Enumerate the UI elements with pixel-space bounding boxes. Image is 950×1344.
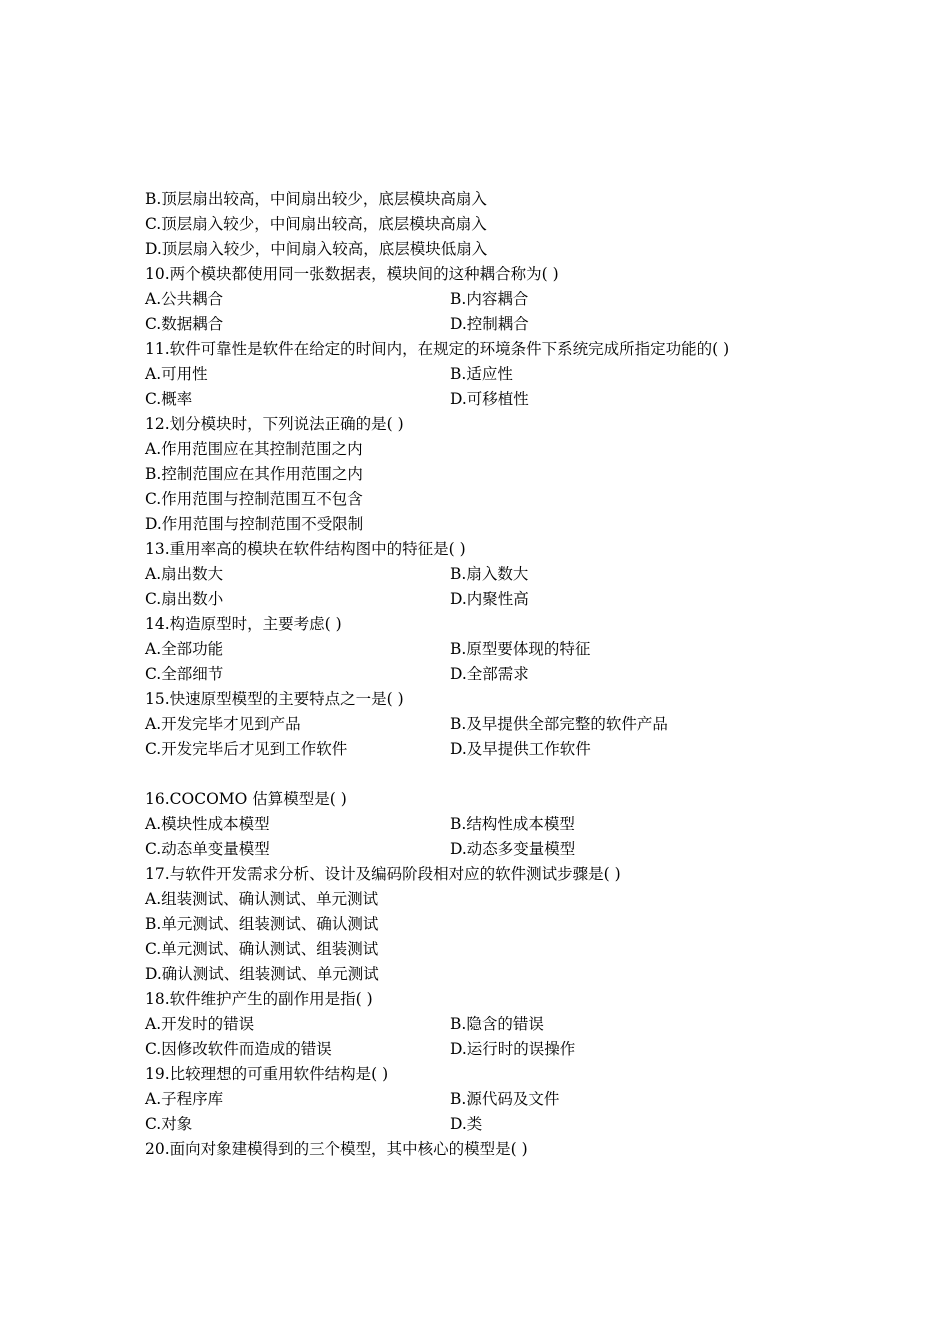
option-left: C.对象	[145, 1115, 193, 1133]
option-text: D.确认测试、组装测试、单元测试	[145, 965, 379, 983]
option-right: B.及早提供全部完整的软件产品	[450, 715, 668, 733]
option-row	[145, 587, 925, 612]
option-left: C.数据耦合	[145, 315, 224, 333]
option-row	[145, 637, 925, 662]
option-row	[145, 362, 925, 387]
option-left: A.扇出数大	[145, 565, 224, 583]
option-text: D.顶层扇入较少，中间扇入较高，底层模块低扇入	[145, 240, 488, 258]
option-right: B.扇入数大	[450, 565, 529, 583]
option-text: B.控制范围应在其作用范围之内	[145, 465, 363, 483]
option-right: D.全部需求	[450, 665, 529, 683]
option-left: A.模块性成本模型	[145, 815, 270, 833]
option-left: C.扇出数小	[145, 590, 224, 608]
option-left: A.公共耦合	[145, 290, 224, 308]
question-text: 16.COCOMO 估算模型是( )	[145, 790, 347, 808]
option-left: A.开发完毕才见到产品	[145, 715, 301, 733]
option-left: C.全部细节	[145, 665, 224, 683]
option-row	[145, 662, 925, 687]
option-right: B.适应性	[450, 365, 513, 383]
question-text: 11.软件可靠性是软件在给定的时间内，在规定的环境条件下系统完成所指定功能的( )	[145, 340, 730, 358]
option-left: A.开发时的错误	[145, 1015, 255, 1033]
option-text: A.作用范围应在其控制范围之内	[145, 440, 363, 458]
option-row	[145, 812, 925, 837]
option-left: C.开发完毕后才见到工作软件	[145, 740, 348, 758]
option-left: C.动态单变量模型	[145, 840, 270, 858]
option-right: B.结构性成本模型	[450, 815, 575, 833]
option-row	[145, 837, 925, 862]
question-text: 17.与软件开发需求分析、设计及编码阶段相对应的软件测试步骤是( )	[145, 865, 621, 883]
option-row	[145, 1037, 925, 1062]
option-left: A.可用性	[145, 365, 208, 383]
question-text: 10.两个模块都使用同一张数据表，模块间的这种耦合称为( )	[145, 265, 559, 283]
option-left: A.子程序库	[145, 1090, 224, 1108]
exam-page	[145, 187, 925, 1162]
option-text: D.作用范围与控制范围不受限制	[145, 515, 364, 533]
option-right: B.源代码及文件	[450, 1090, 560, 1108]
option-text: C.单元测试、确认测试、组装测试	[145, 940, 379, 958]
option-row	[145, 387, 925, 412]
option-row	[145, 1012, 925, 1037]
option-right: D.及早提供工作软件	[450, 740, 591, 758]
option-text: B.顶层扇出较高，中间扇出较少，底层模块高扇入	[145, 190, 487, 208]
option-right: D.可移植性	[450, 390, 529, 408]
option-right: D.内聚性高	[450, 590, 529, 608]
option-right: D.类	[450, 1115, 483, 1133]
option-text: C.作用范围与控制范围互不包含	[145, 490, 363, 508]
blank-line	[145, 762, 925, 787]
option-left: C.概率	[145, 390, 193, 408]
question-text: 15.快速原型模型的主要特点之一是( )	[145, 690, 404, 708]
option-left: C.因修改软件而造成的错误	[145, 1040, 332, 1058]
question-text: 20.面向对象建模得到的三个模型，其中核心的模型是( )	[145, 1140, 528, 1158]
question-text: 19.比较理想的可重用软件结构是( )	[145, 1065, 389, 1083]
question-text: 13.重用率高的模块在软件结构图中的特征是( )	[145, 540, 466, 558]
option-right: B.隐含的错误	[450, 1015, 544, 1033]
option-row	[145, 737, 925, 762]
question-text: 12.划分模块时，下列说法正确的是( )	[145, 415, 404, 433]
question-text: 18.软件维护产生的副作用是指( )	[145, 990, 373, 1008]
option-row	[145, 312, 925, 337]
option-right: B.内容耦合	[450, 290, 529, 308]
option-row	[145, 712, 925, 737]
option-text: B.单元测试、组装测试、确认测试	[145, 915, 379, 933]
option-text: C.顶层扇入较少，中间扇出较高，底层模块高扇入	[145, 215, 487, 233]
option-right: B.原型要体现的特征	[450, 640, 591, 658]
option-right: D.动态多变量模型	[450, 840, 576, 858]
option-row	[145, 1112, 925, 1137]
option-left: A.全部功能	[145, 640, 224, 658]
question-text: 14.构造原型时，主要考虑( )	[145, 615, 342, 633]
option-text: A.组装测试、确认测试、单元测试	[145, 890, 379, 908]
option-row	[145, 287, 925, 312]
option-right: D.控制耦合	[450, 315, 529, 333]
option-row	[145, 562, 925, 587]
option-right: D.运行时的误操作	[450, 1040, 576, 1058]
option-row	[145, 1087, 925, 1112]
